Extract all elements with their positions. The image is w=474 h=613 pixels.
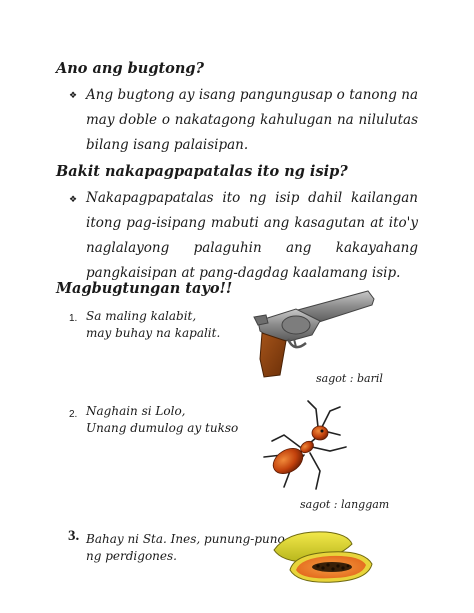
riddle-line: may buhay na kapalit. — [86, 326, 221, 340]
section-heading: Bakit nakapagpapatalas ito ng isip? — [56, 163, 348, 180]
section-paragraph: Ang bugtong ay isang pangungusap o tanong na may doble o nakatagong kahulugan na nilulutas bilang isang palaisipan. — [86, 87, 418, 153]
riddle-text — [86, 531, 285, 565]
riddle-text — [86, 403, 238, 437]
riddle-number: 3. — [68, 528, 80, 544]
riddle-line: ng perdigones. — [86, 549, 177, 563]
section-heading: Ano ang bugtong? — [56, 60, 205, 77]
riddle-line: Unang dumulog ay tukso — [86, 421, 239, 435]
section-paragraph: Nakapagpapatalas ito ng isip dahil kailangan itong pag-isipang mabuti ang kasagutan at ito'y naglalayong palaguhin ang kakayahang pangkaisipan at pang-dagdag kaalamang isip. — [86, 190, 418, 281]
riddles-heading: Magbugtungan tayo!! — [56, 280, 233, 297]
riddle-number: 2. — [69, 409, 78, 420]
riddle-number: 1. — [69, 313, 78, 324]
gun-image — [250, 287, 378, 379]
papaya-image — [268, 524, 378, 586]
bullet-icon: ❖ — [69, 91, 78, 101]
bullet-icon: ❖ — [69, 195, 78, 205]
riddle-line: Sa maling kalabit, — [86, 309, 197, 323]
riddle-answer: sagot : baril — [316, 372, 383, 385]
riddle-text — [86, 308, 220, 342]
riddle-line: Naghain si Lolo, — [86, 404, 186, 418]
riddle-answer: sagot : langgam — [300, 498, 390, 511]
ant-image — [254, 395, 354, 493]
riddle-line: Bahay ni Sta. Ines, punung-puno — [86, 532, 285, 546]
